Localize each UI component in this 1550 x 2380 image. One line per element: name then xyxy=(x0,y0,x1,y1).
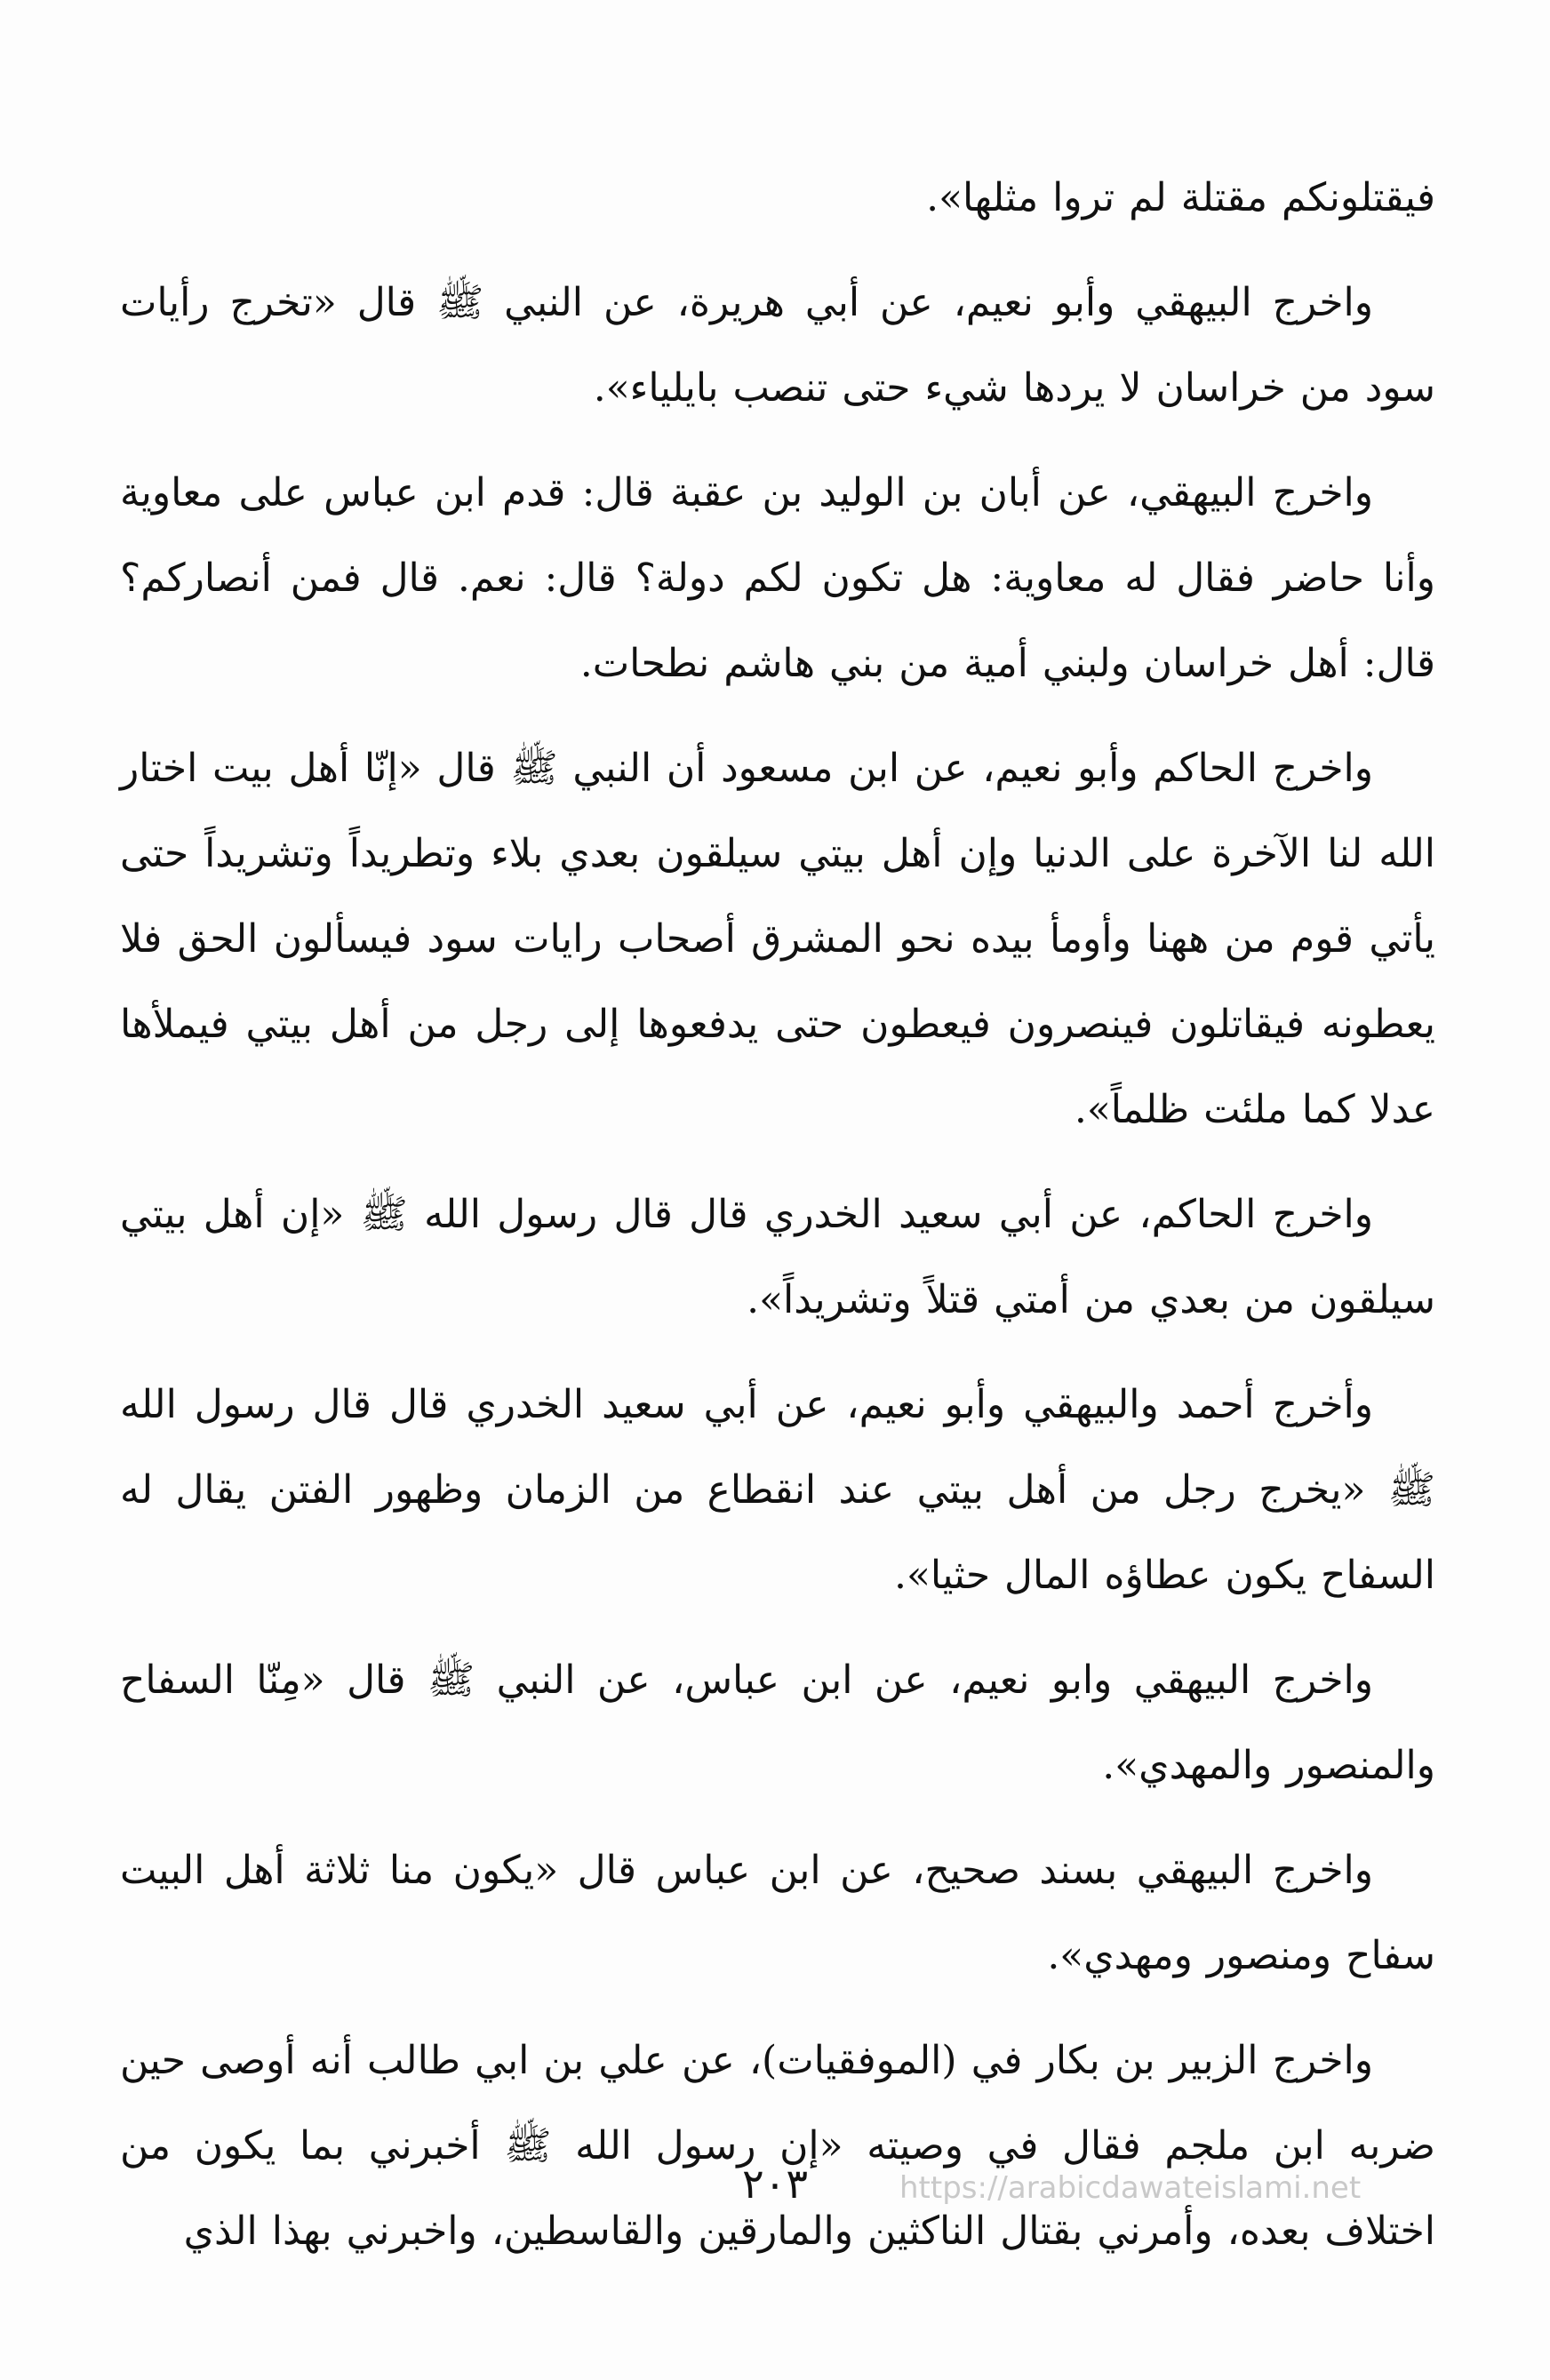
paragraph-8: واخرج البيهقي بسند صحيح، عن ابن عباس قال «يكون منا ثلاثة أهل البيت سفاح ومنصور ومهدي». xyxy=(120,1848,1435,1978)
page-number: ٢٠٣ xyxy=(741,2160,809,2208)
paragraph-4: واخرج الحاكم وأبو نعيم، عن ابن مسعود أن النبي ﷺ قال «إنّا أهل بيت اختار الله لنا الآخرة على الدنيا وإن أهل بيتي سيلقون بعدي بلاء وتطريداً وتشريداً حتى يأتي قوم من ههنا وأومأ بيده نحو المشرق أصحاب رايات سود فيسألون الحق فلا يعطونه فيقاتلون فينصرون فيعطون حتى يدفعوها إلى رجل من أهل بيتي فيملأها عدلا كما ملئت ظلماً». xyxy=(120,746,1435,1132)
paragraph-6: وأخرج أحمد والبيهقي وأبو نعيم، عن أبي سعيد الخدري قال قال رسول الله ﷺ «يخرج رجل من أهل بيتي عند انقطاع من الزمان وظهور الفتن يقال له السفاح يكون عطاؤه المال حثيا». xyxy=(120,1382,1435,1598)
paragraph-9: واخرج الزبير بن بكار في (الموفقيات)، عن علي بن ابي طالب أنه أوصى حين ضربه ابن ملجم فقال في وصيته «إن رسول الله ﷺ أخبرني بما يكون من اختلاف بعده، وأمرني بقتال الناكثين والمارقين والقاسطين، واخبرني بهذا الذي xyxy=(120,2038,1435,2254)
paragraph-2: واخرج البيهقي وأبو نعيم، عن أبي هريرة، عن النبي ﷺ قال «تخرج رأيات سود من خراسان لا يردها شيء حتى تنصب بايلياء». xyxy=(120,280,1435,411)
paragraph-7: واخرج البيهقي وابو نعيم، عن ابن عباس، عن النبي ﷺ قال «مِنّا السفاح والمنصور والمهدي». xyxy=(120,1657,1435,1788)
paragraph-3: واخرج البيهقي، عن أبان بن الوليد بن عقبة قال: قدم ابن عباس على معاوية وأنا حاضر فقال له معاوية: هل تكون لكم دولة؟ قال: نعم. قال فمن أنصاركم؟ قال: أهل خراسان ولبني أمية من بني هاشم نطحات. xyxy=(120,470,1435,686)
paragraph-1: فيقتلونكم مقتلة لم تروا مثلها». xyxy=(926,175,1435,220)
body-text xyxy=(120,156,1435,2294)
watermark-url: https://arabicdawateislami.net xyxy=(899,2170,1362,2206)
paragraph-5: واخرج الحاكم، عن أبي سعيد الخدري قال قال رسول الله ﷺ «إن أهل بيتي سيلقون من بعدي من أمتي قتلاً وتشريداً». xyxy=(120,1192,1435,1322)
